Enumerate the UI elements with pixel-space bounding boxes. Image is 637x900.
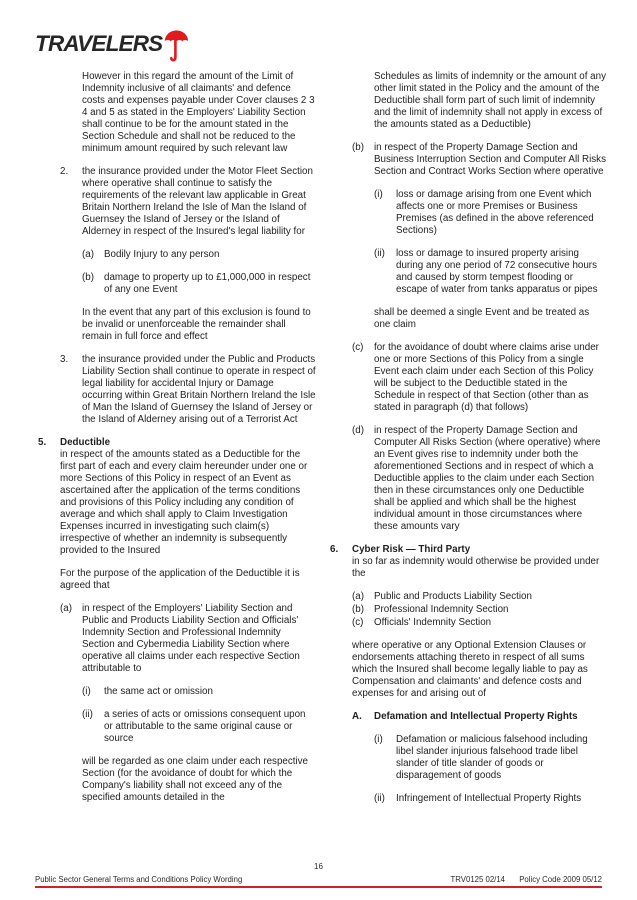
section-body: in respect of the amounts stated as a Deductible for the first part of each and every claim hereunder under one or more Sections of this Policy in respect of an Event as ascertained after the application of the terms conditions and provisions of this Policy including any condition of average and which shall apply to Claim Investigation Expenses incurred in investigating such claim(s) irrespective of whether an indemnity is subsequently provided to the Insured xyxy=(60,449,308,556)
item-marker: (a) xyxy=(352,591,364,602)
footer-rule xyxy=(35,886,602,888)
footer-right-text xyxy=(439,874,602,886)
item-marker: (b) xyxy=(352,604,364,615)
list-item xyxy=(60,603,316,675)
list-item xyxy=(374,793,607,805)
item-marker: (c) xyxy=(352,342,364,353)
item-text: Officials' Indemnity Section xyxy=(374,617,492,628)
list-item xyxy=(374,734,607,782)
paragraph: However in this regard the amount of the Limit of Indemnity inclusive of all claimants' and defence costs and expenses payable under Cover clauses 2 3 4 and 5 as stated in the Employers' Liability Section shall continue to be for the amount stated in the Section Schedule and shall not be reduced to the minimum amount required by such relevant law xyxy=(82,71,315,154)
item-text: Professional Indemnity Section xyxy=(374,604,509,615)
item-text: damage to property up to £1,000,000 in respect of any one Event xyxy=(104,272,311,295)
footer xyxy=(35,874,602,886)
footer-doc-code: TRV0125 02/14 xyxy=(450,875,506,884)
paragraph: For the purpose of the application of the Deductible it is agreed that xyxy=(60,568,300,591)
item-marker: (a) xyxy=(60,603,72,614)
item-marker: (a) xyxy=(82,249,94,260)
section-deductible xyxy=(38,437,316,557)
list-item xyxy=(82,249,316,261)
item-marker: A. xyxy=(352,711,362,722)
paragraph: In the event that any part of this exclusion is found to be invalid or unenforceable the remainder shall remain in full force and effect xyxy=(82,307,311,342)
section-number: 5. xyxy=(38,437,47,448)
travelers-wordmark: TRAVELERS xyxy=(35,31,163,56)
subsection-defamation xyxy=(352,711,607,723)
item-marker: (i) xyxy=(374,734,383,745)
item-marker: (ii) xyxy=(374,793,385,804)
list-item xyxy=(82,272,316,296)
item-text: loss or damage arising from one Event which affects one or more Premises or Business Premises (as defined in the above referenced Sections) xyxy=(396,189,594,236)
item-text: Bodily Injury to any person xyxy=(104,249,220,260)
item-marker: (d) xyxy=(352,425,364,436)
page-number: 16 xyxy=(314,862,323,871)
item-text: for the avoidance of doubt where claims arise under one or more Sections of this Policy from a single Event each claim under each Section of this Policy will be subject to the Deductible stated in the Schedule in respect of that Section (other than as stated in paragraph (d) that follows) xyxy=(374,342,599,413)
subsection-heading: Defamation and Intellectual Property Rights xyxy=(374,711,578,722)
section-number: 6. xyxy=(330,544,339,555)
item-text: Public and Products Liability Section xyxy=(374,591,532,602)
paragraph: where operative or any Optional Extension Clauses or endorsements attaching thereto in respect of all sums which the Insured shall become legally liable to pay as Compensation and claimants' and defence costs and expenses for and arising out of xyxy=(352,640,588,699)
item-marker: (ii) xyxy=(82,709,93,720)
item-text: in respect of the Property Damage Section and Computer All Risks Section (where operative) where an Event gives rise to indemnity under both the aforementioned Sections and in respect of which a Deductible applies to the claim under each Section then in these circumstances only one Deductible shall be applied and which shall be the highest individual amount in those circumstances where these amounts vary xyxy=(374,425,601,532)
paragraph: Schedules as limits of indemnity or the amount of any other limit stated in the Policy and the amount of the Deductible shall form part of such limit of indemnity and the limit of indemnity shall not apply in excess of the amounts stated as a Deductible) xyxy=(374,71,606,130)
list-item xyxy=(82,709,316,745)
item-marker: 3. xyxy=(60,354,69,365)
list-item xyxy=(352,142,607,178)
item-text: in respect of the Property Damage Section and Business Interruption Section and Computer All Risks Section and Contract Works Section where operative xyxy=(374,142,606,177)
list-item xyxy=(60,166,316,238)
item-text: the insurance provided under the Public and Products Liability Section shall continue to operate in respect of legal liability for accidental Injury or Damage occurring within Great Britain Northern Ireland the Isle of Man the Island of Guernsey the Island of Jersey or the Island of Alderney arising out of a Terrorist Act xyxy=(82,354,316,425)
list-item xyxy=(352,604,607,616)
item-text: Infringement of Intellectual Property Rights xyxy=(396,793,582,804)
item-marker: (b) xyxy=(352,142,364,153)
footer-policy-code: Policy Code 2009 05/12 xyxy=(519,875,602,884)
list-item xyxy=(352,425,607,533)
item-marker: (i) xyxy=(82,686,91,697)
item-text: loss or damage to insured property arising during any one period of 72 consecutive hours and caused by storm tempest flooding or escape of water from tanks apparatus or pipes xyxy=(396,248,598,295)
section-heading: Deductible xyxy=(60,437,111,448)
list-item xyxy=(352,591,607,603)
item-marker: (c) xyxy=(352,617,364,628)
section-body: in so far as indemnity would otherwise be provided under the xyxy=(352,556,600,579)
item-text: Defamation or malicious falsehood including libel slander injurious falsehood trade libel slander of title slander of goods or disparagement of goods xyxy=(396,734,588,781)
section-heading: Cyber Risk — Third Party xyxy=(352,544,471,555)
item-text: the same act or omission xyxy=(104,686,213,697)
list-item xyxy=(352,342,607,414)
left-column xyxy=(38,71,316,804)
list-item xyxy=(374,189,607,237)
section-cyber-risk xyxy=(330,544,607,580)
item-text: in respect of the Employers' Liability Section and Public and Products Liability Section and Officials' Indemnity Section and Professional Indemnity Section and Cybermedia Liability Section where operative all claims under each respective Section attributable to xyxy=(82,603,300,674)
list-item xyxy=(374,248,607,296)
item-text: a series of acts or omissions consequent upon or attributable to the same original cause or source xyxy=(104,709,306,744)
paragraph: shall be deemed a single Event and be treated as one claim xyxy=(374,307,590,330)
footer-left-text: Public Sector General Terms and Conditions Policy Wording xyxy=(35,875,243,884)
list-item xyxy=(352,617,607,629)
umbrella-icon xyxy=(164,30,189,68)
right-column xyxy=(330,71,607,805)
list-item xyxy=(60,354,316,426)
item-marker: (b) xyxy=(82,272,94,283)
list-item xyxy=(82,686,316,698)
item-text: the insurance provided under the Motor Fleet Section where operative shall continue to satisfy the requirements of the relevant law applicable in Great Britain Northern Ireland the Isle of Man the Island of Guernsey the Island of Jersey or the Island of Alderney in respect of the Insured's legal liability for xyxy=(82,166,313,237)
item-marker: (ii) xyxy=(374,248,385,259)
item-marker: 2. xyxy=(60,166,69,177)
item-marker: (i) xyxy=(374,189,383,200)
travelers-logo xyxy=(35,33,189,68)
paragraph: will be regarded as one claim under each respective Section (for the avoidance of doubt for which the Company's liability shall not exceed any of the specified amounts detailed in the xyxy=(82,756,308,803)
